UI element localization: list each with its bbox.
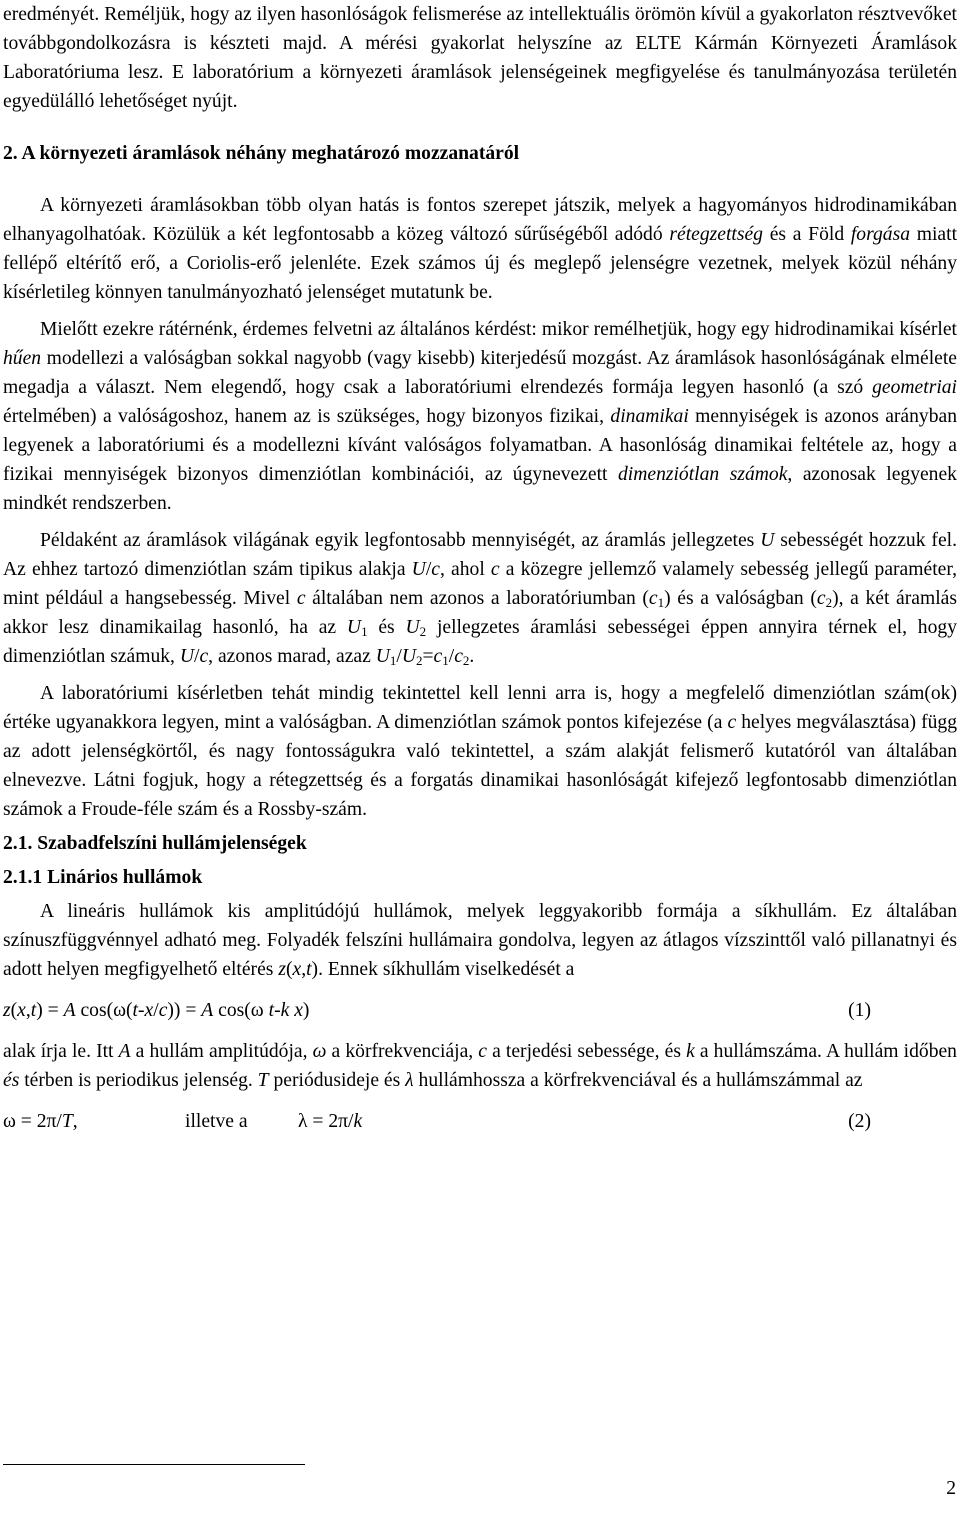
equation-1-number: (1)	[848, 1000, 871, 1021]
equation-2-number: (2)	[848, 1111, 871, 1132]
equation-2-connector: illetve a	[185, 1111, 248, 1132]
equation-1-formula: z(x,t) = A cos(ω(t-x/c)) = A cos(ω t-k x)	[3, 1000, 310, 1021]
section-2-paragraph-2: Mielőtt ezekre rátérnénk, érdemes felvetni az általános kérdést: mikor remélhetjük, hogy egy hidrodinamikai kísérlet hűen modellezi a valóságban sokkal nagyobb (vagy kisebb) kiterjedésű mozgást. Az áramlások hasonlóságának elmélete megadja a választ. Nem elegendő, hogy csak a laboratóriumi elrendezés formája legyen hasonló (a szó geometriai értelmében) a valóságoshoz, hanem az is szükséges, hogy bizonyos fizikai, dinamikai mennyiségek is azonos arányban legyenek a laboratóriumi és a modellezni kívánt valóságos folyamatban. A hasonlóság dinamikai feltétele az, hogy a fizikai mennyiségek bizonyos dimenziótlan kombinációi, az úgynevezett dimenziótlan számok, azonosak legyenek mindkét rendszerben.	[3, 319, 958, 514]
equation-2	[3, 1107, 957, 1136]
section-2-1-heading: 2.1. Szabadfelszíni hullámjelenségek	[3, 833, 307, 854]
section-2-heading: 2. A környezeti áramlások néhány meghatározó mozzanatáról	[3, 143, 520, 164]
footnote-separator	[3, 1464, 305, 1465]
section-2-1-1-heading: 2.1.1 Linários hullámok	[3, 867, 203, 888]
intro-paragraph: eredményét. Reméljük, hogy az ilyen hasonlóságok felismerése az intellektuális örömön kívül a gyakorlaton résztvevőket továbbgondolkozásra is készteti majd. A mérési gyakorlat helyszíne az ELTE Kármán Környezeti Áramlások Laboratóriuma lesz. E laboratórium a környezeti áramlások jelenségeinek megfigyelése és tanulmányozása területén egyedülálló lehetőséget nyújt.	[3, 4, 957, 112]
section-2-paragraph-3: Példaként az áramlások világának egyik legfontosabb mennyiségét, az áramlás jellegzetes U sebességét hozzuk fel. Az ehhez tartozó dimenziótlan szám tipikus alakja U/c, ahol c a közegre jellemző valamely sebesség jellegű paraméter, mint például a hangsebesség. Mivel c általában nem azonos a laboratóriumban $(c_1)$ és a valóságban $(c_2)$, a két áramlás akkor lesz dinamikailag hasonló, ha az $U_1$ és $U_2$ jellegzetes áramlási sebességei éppen annyira térnek el, hogy dimenziótlan számuk, U/c, azonos marad, azaz $U_1/U_2=c_1/c_2$.	[3, 530, 957, 668]
spacer	[3, 168, 957, 191]
section-2-paragraph-4: A laboratóriumi kísérletben tehát mindig tekintettel kell lenni arra is, hogy a megfelelő dimenziótlan szám(ok) értéke ugyanakkora legyen, mint a valóságban. A dimenziótlan számok pontos kifejezése (a c helyes megválasztása) függ az adott jelenségkörtől, és nagy fontosságukra való tekintettel, a szám alakját felismerő kutatóról van általában elnevezve. Látni fogjuk, hogy a rétegzettség és a forgatás dinamikai hasonlóságát kifejező legfontosabb dimenziótlan számok a Froude-féle szám és a Rossby-szám.	[3, 683, 957, 820]
spacer	[3, 307, 957, 315]
page-number: 2	[946, 1478, 956, 1499]
equation-1	[3, 996, 957, 1025]
equation-2-formula-lambda: λ = 2π/k	[298, 1111, 363, 1132]
spacer	[3, 518, 957, 526]
spacer	[3, 116, 957, 139]
section-2-paragraph-1: A környezeti áramlásokban több olyan hatás is fontos szerepet játszik, melyek a hagyományos hidrodinamikában elhanyagolhatóak. Közülük a két legfontosabb a közeg változó sűrűségéből adódó rétegzettség és a Föld forgása miatt fellépő eltérítő erő, a Coriolis-erő jelenléte. Ezek számos új és meglepő jelenségre vezetnek, melyek közül néhány kísérletileg könnyen tanulmányozható jelenséget mutatunk be.	[3, 195, 958, 303]
section-2-1-1-paragraph-1: A lineáris hullámok kis amplitúdójú hullámok, melyek leggyakoribb formája a síkhullám. Ez általában színuszfüggvénnyel adható meg. Folyadék felszíni hullámaira gondolva, legyen az átlagos vízszinttől való pillanatnyi és adott helyen megfigyelhető eltérés z(x,t). Ennek síkhullám viselkedését a	[3, 901, 957, 980]
page-content	[3, 0, 957, 1136]
spacer	[3, 1025, 957, 1037]
spacer	[3, 984, 957, 996]
spacer	[3, 1095, 957, 1107]
spacer	[3, 671, 957, 679]
equation-2-formula-omega: ω = 2π/T,	[3, 1111, 78, 1132]
section-2-1-1-paragraph-2: alak írja le. Itt A a hullám amplitúdója, ω a körfrekvenciája, c a terjedési sebessége, és k a hullámszáma. A hullám időben és térben is periodikus jelenség. T periódusideje és λ hullámhossza a körfrekvenciával és a hullámszámmal az	[3, 1041, 957, 1091]
